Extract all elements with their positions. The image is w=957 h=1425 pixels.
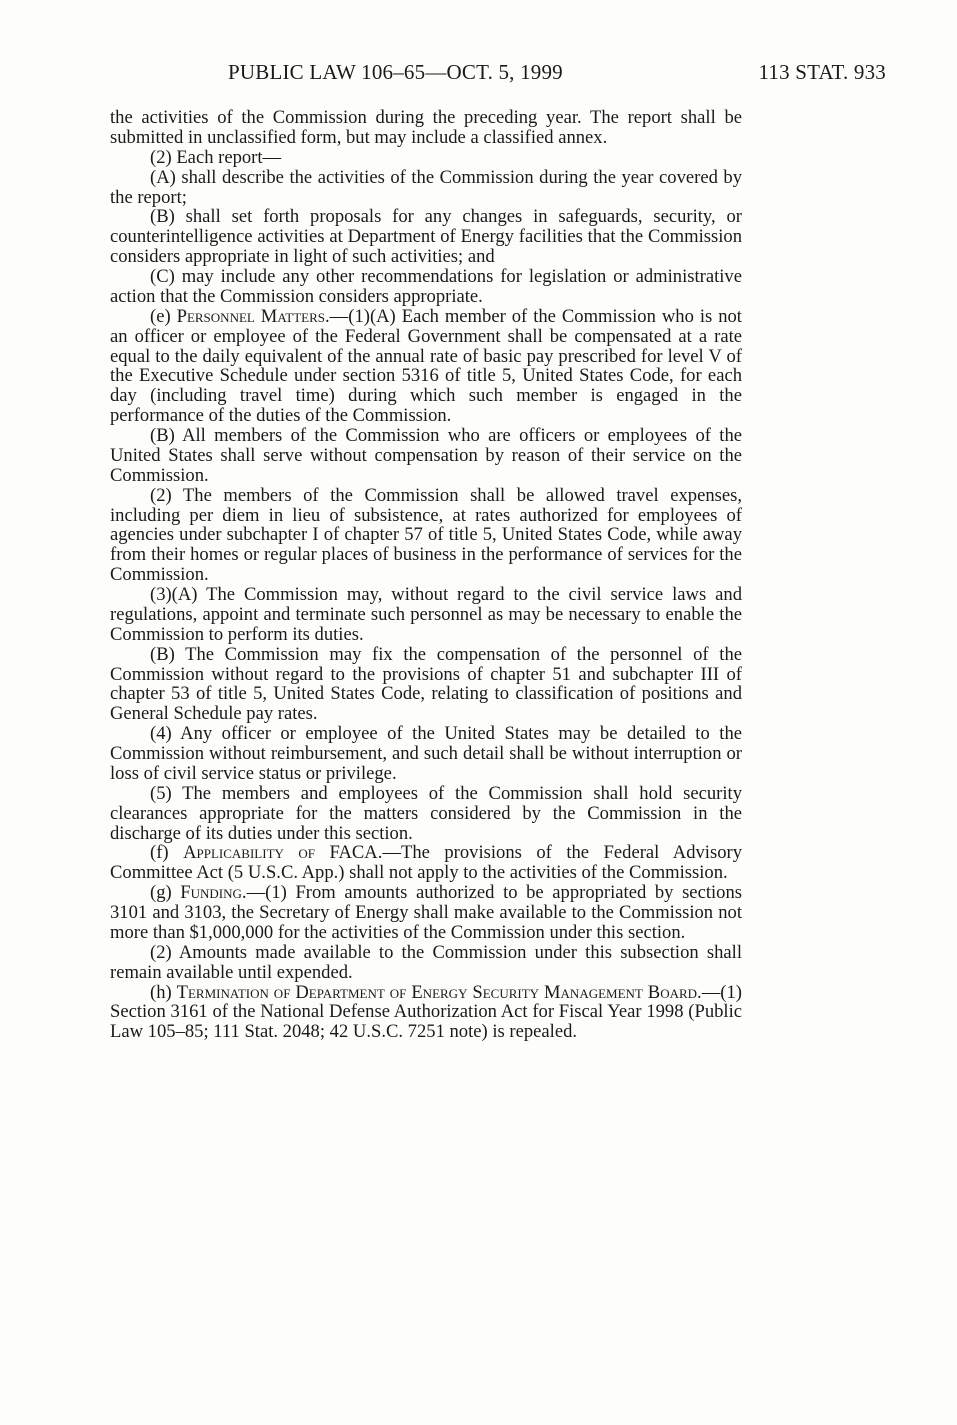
paragraph: (C) may include any other recommendations for legislation or administrative action that the Commission considers appropriate.: [110, 266, 742, 307]
running-head: PUBLIC LAW 106–65—OCT. 5, 1999: [228, 60, 563, 84]
paragraph: (A) shall describe the activities of the Commission during the year covered by the report;: [110, 166, 742, 208]
section-heading: Personnel Matters: [176, 305, 326, 327]
paragraph: (f) Applicability of FACA.—The provisions of the Federal Advisory Committee Act (5 U.S.C. App.) shall not apply to the activities of the Commission.: [110, 842, 742, 884]
paragraph: (B) The Commission may fix the compensation of the personnel of the Commission without regard to the provisions of chapter 51 and subchapter III of chapter 53 of title 5, United States Code, relating to classification of positions and General Schedule pay rates.: [110, 643, 742, 725]
paragraph: (h) Termination of Department of Energy Security Management Board.—(1) Section 3161 of the National Defense Authorization Act for Fiscal Year 1998 (Public Law 105–85; 111 Stat. 2048; 42 U.S.C. 7251 note) is repealed.: [110, 981, 742, 1043]
section-heading: Funding: [180, 882, 242, 904]
paragraph: (g) Funding.—(1) From amounts authorized to be appropriated by sections 3101 and 3103, the Secretary of Energy shall make available to the Commission not more than $1,000,000 for the activities of the Commission under this section.: [110, 882, 742, 943]
section-heading: Termination of Department of Energy Security Management Board: [176, 981, 698, 1003]
paragraph: (3)(A) The Commission may, without regard to the civil service laws and regulations, appoint and terminate such personnel as may be necessary to enable the Commission to perform its duties.: [110, 584, 742, 645]
paragraph: (2) Each report—: [150, 146, 282, 168]
paragraph: (e) Personnel Matters.—(1)(A) Each member of the Commission who is not an officer or employee of the Federal Government shall be compensated at a rate equal to the daily equivalent of the annual rate of basic pay prescribed for level V of the Executive Schedule under section 5316 of title 5, United States Code, for each day (including travel time) during which such member is engaged in the performance of the duties of the Commission.: [110, 305, 742, 427]
paragraph: (B) All members of the Commission who are officers or employees of the United States shall serve without compensation by reason of their service on the Commission.: [110, 425, 742, 486]
paragraph: the activities of the Commission during the preceding year. The report shall be submitted in unclassified form, but may include a classified annex.: [110, 107, 742, 148]
paragraph: (B) shall set forth proposals for any changes in safeguards, security, or counterintelligence activities at Department of Energy facilities that the Commission considers appropriate in light of such activities; and: [110, 206, 742, 268]
paragraph: (2) Amounts made available to the Commission under this subsection shall remain available until expended.: [110, 941, 742, 983]
section-heading: Applicability of FACA: [183, 842, 378, 864]
page-header: [110, 60, 886, 90]
stat-page-number: 113 STAT. 933: [758, 60, 886, 84]
body-text: [110, 108, 742, 1042]
paragraph: (4) Any officer or employee of the United States may be detailed to the Commission without reimbursement, and such detail shall be without interruption or loss of civil service status or privilege.: [110, 723, 742, 784]
paragraph: (5) The members and employees of the Commission shall hold security clearances appropriate for the matters considered by the Commission in the discharge of its duties under this section.: [110, 782, 742, 844]
paragraph: (2) The members of the Commission shall be allowed travel expenses, including per diem in lieu of subsistence, at rates authorized for employees of agencies under subchapter I of chapter 57 of title 5, United States Code, while away from their homes or regular places of business in the performance of services for the Commission.: [110, 484, 742, 586]
